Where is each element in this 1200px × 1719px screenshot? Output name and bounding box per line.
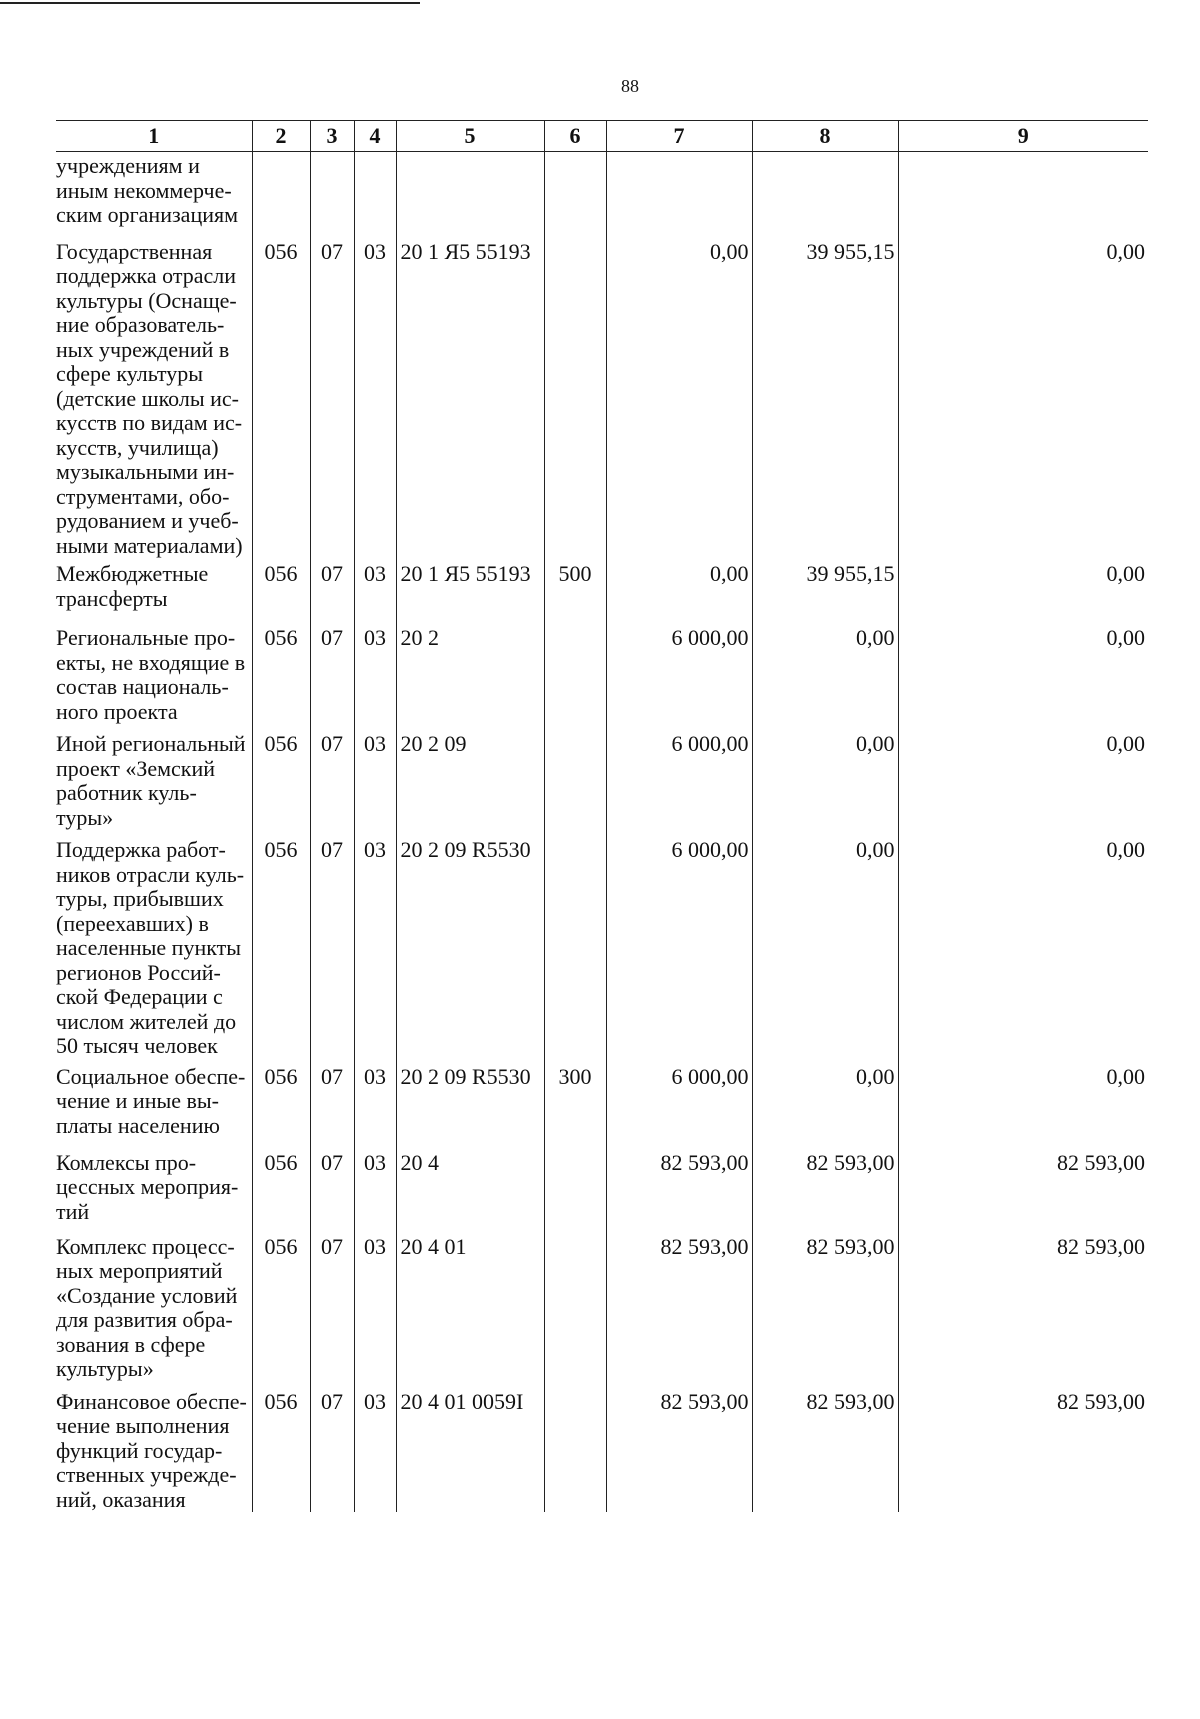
budget-table — [56, 120, 1148, 1512]
row-name-line: музыкальными ин- — [56, 459, 235, 484]
row-name-line: чение и иные вы- — [56, 1088, 220, 1113]
page-number: 88 — [621, 76, 639, 96]
row-name-line: Межбюджетные — [56, 561, 209, 586]
amount-col8: 0,00 — [752, 618, 898, 724]
expense-type: 300 — [544, 1059, 606, 1141]
table-body — [56, 152, 1148, 1513]
expense-type — [544, 234, 606, 559]
amount-col9: 0,00 — [898, 558, 1148, 618]
amount-col9: 82 593,00 — [898, 1225, 1148, 1382]
row-name-line: (переехавших) в — [56, 910, 209, 936]
amount-col8: 0,00 — [752, 830, 898, 1059]
row-name-line: Региональные про- — [56, 625, 236, 650]
ved-code: 056 — [252, 1059, 310, 1141]
row-name — [56, 618, 252, 724]
target-article: 20 4 — [396, 1141, 544, 1225]
ved-code: 056 — [252, 234, 310, 559]
amount-col8 — [752, 152, 898, 234]
table-row — [56, 1059, 1148, 1141]
subsection-code: 03 — [354, 1141, 396, 1225]
ved-code: 056 — [252, 558, 310, 618]
table-row — [56, 1141, 1148, 1225]
row-name-line: кусств по видам ис- — [56, 410, 243, 435]
amount-col8: 39 955,15 — [752, 234, 898, 559]
header-row — [56, 121, 1148, 152]
amount-col9: 82 593,00 — [898, 1382, 1148, 1513]
section-code: 07 — [310, 618, 354, 724]
expense-type — [544, 618, 606, 724]
amount-col9: 0,00 — [898, 1059, 1148, 1141]
amount-col7: 0,00 — [606, 558, 752, 618]
amount-col8: 82 593,00 — [752, 1141, 898, 1225]
row-name-line: ных мероприятий — [56, 1258, 223, 1283]
col-header-5: 5 — [396, 121, 544, 152]
row-name-line: екты, не входящие в — [56, 649, 246, 675]
row-name-line: культуры (Оснаще- — [56, 287, 237, 313]
row-name-line: рудованием и учеб- — [56, 508, 239, 533]
row-name-line: кусств, училища) — [56, 434, 219, 460]
ved-code: 056 — [252, 618, 310, 724]
section-code: 07 — [310, 1225, 354, 1382]
table-row — [56, 1225, 1148, 1382]
row-name-line: струментами, обо- — [56, 483, 230, 509]
row-name-line: 50 тысяч человек — [56, 1033, 218, 1058]
table-row — [56, 558, 1148, 618]
subsection-code: 03 — [354, 558, 396, 618]
ved-code — [252, 152, 310, 234]
expense-type — [544, 1141, 606, 1225]
col-header-2: 2 — [252, 121, 310, 152]
row-name-line: Финансовое обеспе- — [56, 1388, 247, 1414]
row-name-line: работник куль- — [56, 780, 197, 805]
amount-col8: 82 593,00 — [752, 1382, 898, 1513]
row-name-line: трансферты — [56, 585, 168, 611]
ved-code: 056 — [252, 1225, 310, 1382]
amount-col8: 82 593,00 — [752, 1225, 898, 1382]
amount-col7: 6 000,00 — [606, 1059, 752, 1141]
row-name-line: ственных учрежде- — [56, 1462, 237, 1487]
table-row — [56, 618, 1148, 724]
col-header-4: 4 — [354, 121, 396, 152]
target-article: 20 2 — [396, 618, 544, 724]
row-name-line: ного проекта — [56, 698, 178, 724]
row-name-line: сфере культуры — [56, 361, 204, 386]
row-name — [56, 1141, 252, 1225]
amount-col9: 0,00 — [898, 724, 1148, 830]
subsection-code: 03 — [354, 830, 396, 1059]
row-name-line: ников отрасли куль- — [56, 861, 245, 887]
target-article: 20 2 09 R5530 — [396, 830, 544, 1059]
amount-col7: 82 593,00 — [606, 1141, 752, 1225]
amount-col7 — [606, 152, 752, 234]
table-row — [56, 724, 1148, 830]
row-name-line: проект «Земский — [56, 755, 216, 781]
target-article: 20 1 Я5 55193 — [396, 234, 544, 559]
row-name-line: Поддержка работ- — [56, 837, 226, 862]
amount-col8: 39 955,15 — [752, 558, 898, 618]
row-name-line: (детские школы ис- — [56, 385, 240, 411]
amount-col9 — [898, 152, 1148, 234]
row-name-line: туры, прибывших — [56, 886, 224, 911]
expense-type — [544, 724, 606, 830]
row-name-line: туры» — [56, 804, 114, 830]
expense-type — [544, 1225, 606, 1382]
section-code: 07 — [310, 1059, 354, 1141]
col-header-8: 8 — [752, 121, 898, 152]
section-code: 07 — [310, 558, 354, 618]
col-header-6: 6 — [544, 121, 606, 152]
target-article: 20 2 09 — [396, 724, 544, 830]
subsection-code: 03 — [354, 618, 396, 724]
section-code: 07 — [310, 724, 354, 830]
target-article: 20 4 01 0059I — [396, 1382, 544, 1513]
amount-col9: 82 593,00 — [898, 1141, 1148, 1225]
row-name — [56, 1382, 252, 1513]
amount-col7: 6 000,00 — [606, 830, 752, 1059]
row-name-line: регионов Россий- — [56, 959, 221, 985]
amount-col7: 6 000,00 — [606, 618, 752, 724]
section-code — [310, 152, 354, 234]
row-name-line: функций государ- — [56, 1437, 223, 1463]
section-code: 07 — [310, 830, 354, 1059]
top-rule — [0, 2, 420, 4]
row-name — [56, 724, 252, 830]
amount-col7: 82 593,00 — [606, 1225, 752, 1382]
row-name-line: Иной региональный — [56, 731, 246, 756]
expense-type — [544, 152, 606, 234]
subsection-code: 03 — [354, 1382, 396, 1513]
amount-col7: 0,00 — [606, 234, 752, 559]
expense-type — [544, 1382, 606, 1513]
row-name-line: чение выполнения — [56, 1413, 230, 1438]
expense-type: 500 — [544, 558, 606, 618]
row-name-line: Социальное обеспе- — [56, 1063, 246, 1089]
col-header-7: 7 — [606, 121, 752, 152]
section-code: 07 — [310, 1382, 354, 1513]
table-row — [56, 830, 1148, 1059]
row-name-line: для развития обра- — [56, 1307, 233, 1332]
row-name-line: «Создание условий — [56, 1282, 238, 1308]
amount-col7: 82 593,00 — [606, 1382, 752, 1513]
subsection-code: 03 — [354, 1225, 396, 1382]
row-name-line: иным некоммерче- — [56, 177, 232, 203]
table-row — [56, 1382, 1148, 1513]
amount-col8: 0,00 — [752, 1059, 898, 1141]
row-name-line: Комлексы про- — [56, 1149, 197, 1175]
row-name-line: ние образователь- — [56, 312, 225, 337]
row-name-line: населенные пункты — [56, 935, 242, 960]
row-name-line: состав националь- — [56, 674, 229, 699]
subsection-code: 03 — [354, 1059, 396, 1141]
ved-code: 056 — [252, 1141, 310, 1225]
row-name-line: ским организациям — [56, 202, 239, 227]
amount-col9: 0,00 — [898, 830, 1148, 1059]
section-code: 07 — [310, 234, 354, 559]
row-name-line: поддержка отрасли — [56, 263, 236, 288]
col-header-3: 3 — [310, 121, 354, 152]
row-name-line: ний, оказания — [56, 1486, 186, 1512]
row-name-line: учреждениям и — [56, 153, 200, 178]
subsection-code: 03 — [354, 234, 396, 559]
target-article: 20 1 Я5 55193 — [396, 558, 544, 618]
table-row — [56, 152, 1148, 234]
row-name-line: культуры» — [56, 1356, 154, 1381]
row-name-line: ными материалами) — [56, 532, 243, 558]
row-name — [56, 234, 252, 559]
subsection-code: 03 — [354, 724, 396, 830]
row-name — [56, 1059, 252, 1141]
amount-col9: 0,00 — [898, 618, 1148, 724]
row-name — [56, 558, 252, 618]
row-name-line: тий — [56, 1198, 90, 1224]
amount-col7: 6 000,00 — [606, 724, 752, 830]
row-name — [56, 152, 252, 234]
target-article: 20 4 01 — [396, 1225, 544, 1382]
amount-col8: 0,00 — [752, 724, 898, 830]
row-name — [56, 830, 252, 1059]
row-name-line: ных учреждений в — [56, 336, 230, 362]
ved-code: 056 — [252, 1382, 310, 1513]
subsection-code — [354, 152, 396, 234]
row-name — [56, 1225, 252, 1382]
col-header-1: 1 — [56, 121, 252, 152]
table-row — [56, 234, 1148, 559]
target-article: 20 2 09 R5530 — [396, 1059, 544, 1141]
col-header-9: 9 — [898, 121, 1148, 152]
row-name-line: платы населению — [56, 1112, 220, 1138]
ved-code: 056 — [252, 830, 310, 1059]
row-name-line: Государственная — [56, 238, 213, 264]
target-article — [396, 152, 544, 234]
ved-code: 056 — [252, 724, 310, 830]
row-name-line: зования в сфере — [56, 1331, 206, 1357]
row-name-line: ской Федерации с — [56, 984, 223, 1009]
row-name-line: цессных мероприя- — [56, 1174, 239, 1199]
amount-col9: 0,00 — [898, 234, 1148, 559]
row-name-line: числом жителей до — [56, 1008, 237, 1034]
expense-type — [544, 830, 606, 1059]
row-name-line: Комплекс процесс- — [56, 1233, 235, 1259]
section-code: 07 — [310, 1141, 354, 1225]
